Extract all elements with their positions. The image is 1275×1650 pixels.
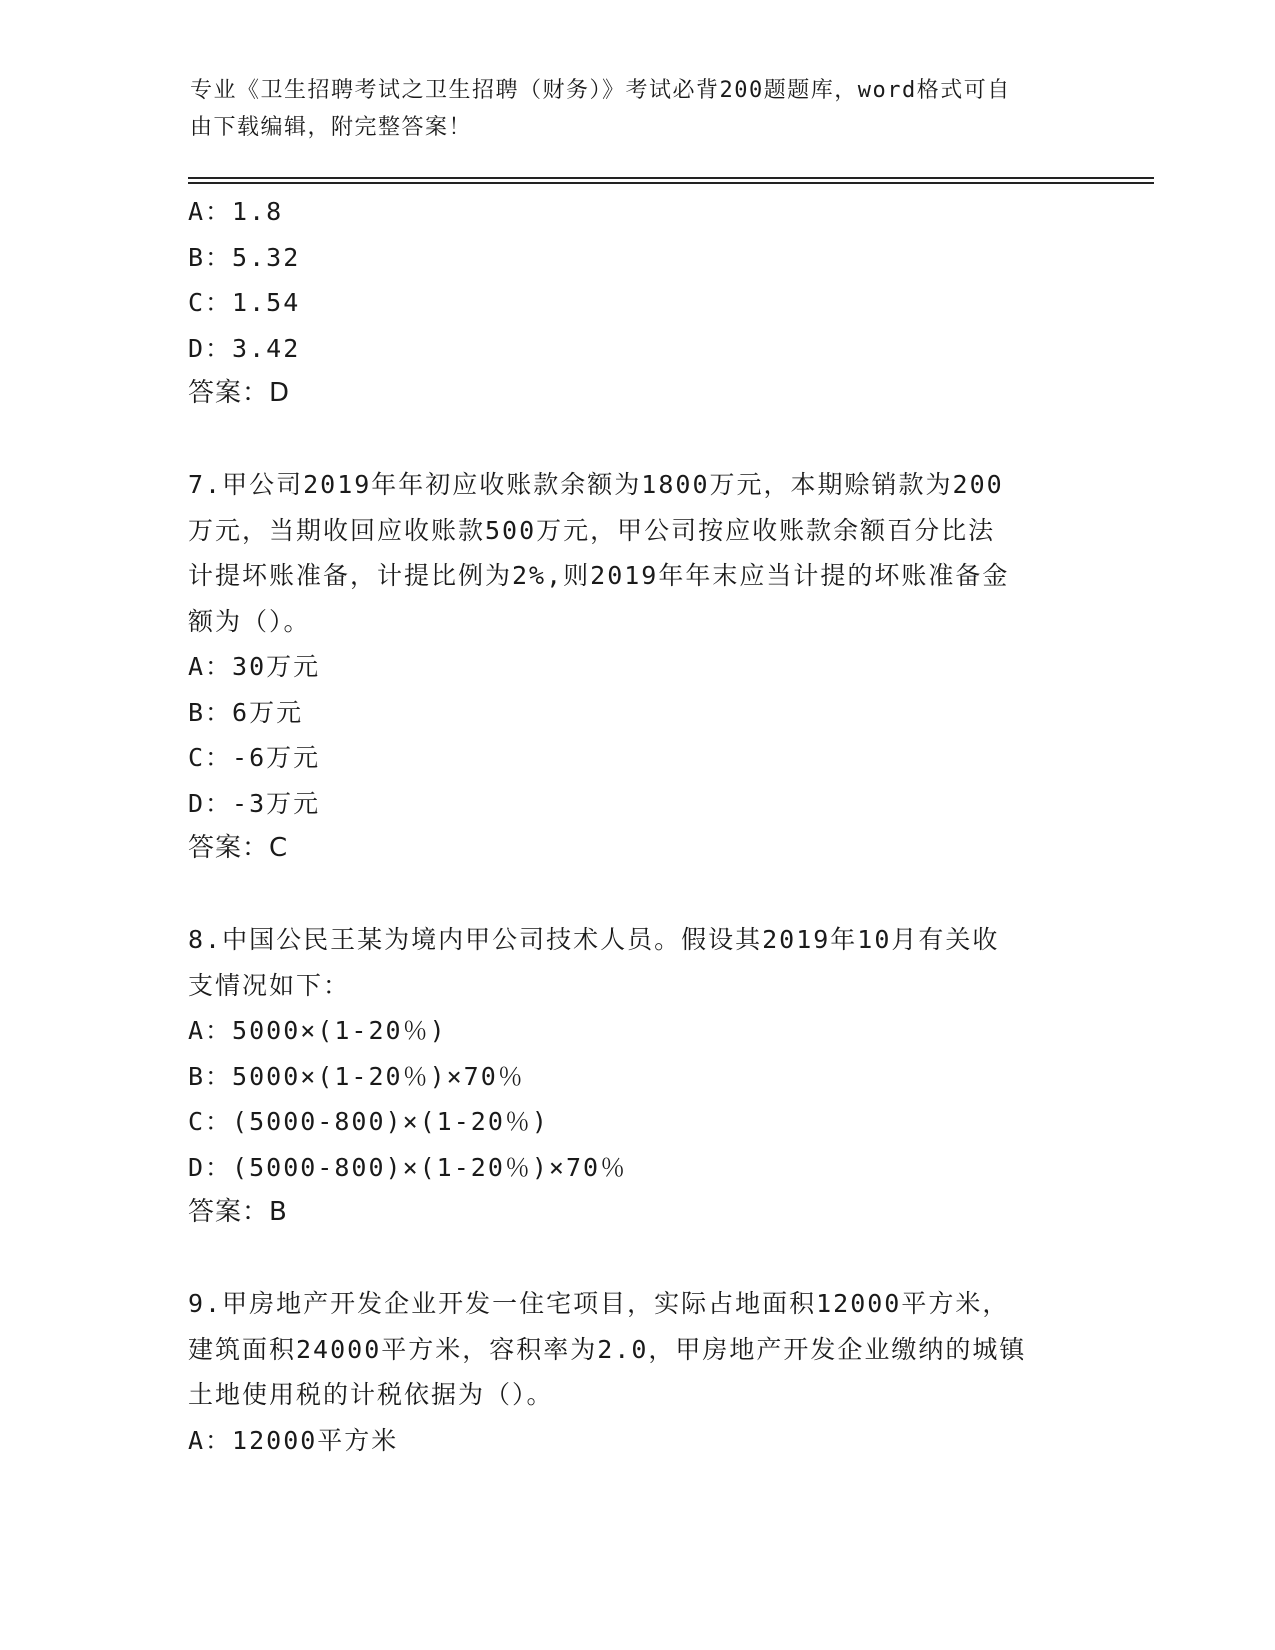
option-c: C：1.54: [188, 288, 301, 317]
header-rule-top: [188, 177, 1154, 179]
question-text-line: 支情况如下：: [188, 970, 351, 1000]
option-a: A：5000×(1-20％): [188, 1016, 447, 1045]
option-c: C：(5000-800)×(1-20％): [188, 1107, 549, 1136]
option-b: B：6万元: [188, 697, 304, 727]
option-c: C：-6万元: [188, 743, 321, 772]
option-a: A：30万元: [188, 652, 321, 681]
question-text-line: 8.中国公民王某为境内甲公司技术人员。假设其2019年10月有关收: [188, 925, 1000, 954]
question-text-line: 计提坏账准备，计提比例为2%,则2019年年末应当计提的坏账准备金: [188, 561, 1010, 590]
option-d: D：3.42: [188, 333, 301, 363]
question-text-line: 土地使用税的计税依据为（）。: [188, 1380, 554, 1409]
answer: 答案：D: [188, 378, 291, 408]
question-8: [188, 917, 1088, 1236]
question-9: [188, 1281, 1088, 1463]
header-line-2: 由下载编辑，附完整答案！: [190, 115, 473, 140]
document-header: [190, 72, 1090, 146]
question-text-line: 额为（）。: [188, 606, 311, 636]
question-text-line: 7.甲公司2019年年初应收账款余额为1800万元，本期赊销款为200: [188, 470, 1004, 499]
spacer: [188, 1236, 1088, 1282]
header-rule-bottom: [188, 182, 1154, 184]
spacer: [188, 872, 1088, 918]
option-d: D：(5000-800)×(1-20％)×70％: [188, 1152, 628, 1182]
spacer: [188, 417, 1088, 463]
question-6: [188, 189, 1088, 417]
document-content: [188, 189, 1088, 1463]
question-text-line: 万元，当期收回应收账款500万元，甲公司按应收账款余额百分比法: [188, 515, 996, 545]
header-line-1: 专业《卫生招聘考试之卫生招聘（财务）》考试必背200题题库，word格式可自: [190, 78, 1011, 103]
option-b: B：5.32: [188, 242, 301, 272]
option-a: A：1.8: [188, 197, 284, 226]
option-b: B：5000×(1-20％)×70％: [188, 1061, 525, 1091]
answer: 答案：C: [188, 833, 289, 863]
question-text-line: 建筑面积24000平方米，容积率为2.0，甲房地产开发企业缴纳的城镇: [188, 1334, 1027, 1364]
question-text-line: 9.甲房地产开发企业开发一住宅项目，实际占地面积12000平方米，: [188, 1289, 1010, 1318]
option-a: A：12000平方米: [188, 1425, 399, 1455]
answer: 答案：B: [188, 1197, 288, 1227]
question-7: [188, 462, 1088, 872]
option-d: D：-3万元: [188, 788, 321, 818]
